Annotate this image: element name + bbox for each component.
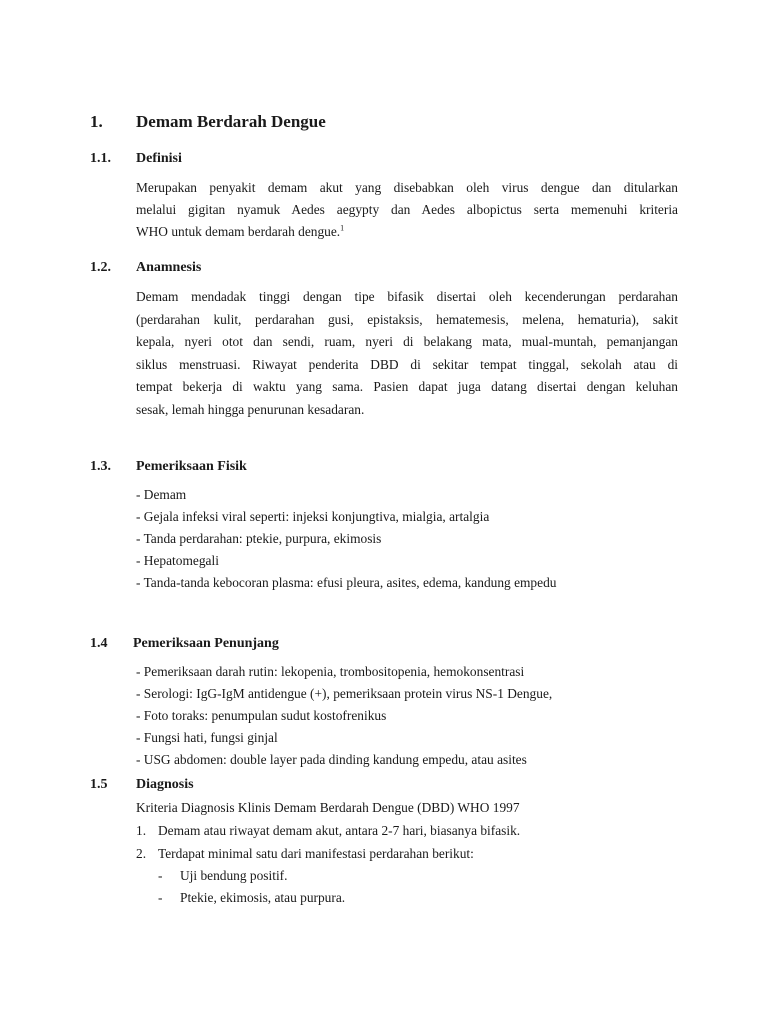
paragraph-line: (perdarahan kulit, perdarahan gusi, epistaksis, hematemesis, melena, hematuria), sakit [136, 311, 678, 327]
list-item: - Pemeriksaan darah rutin: lekopenia, trombositopenia, hemokonsentrasi [136, 664, 525, 679]
subsection-number: 1.2. [90, 260, 111, 275]
subsection-number: 1.5 [90, 777, 108, 792]
section-title: Demam Berdarah Dengue [136, 112, 326, 131]
subsection-number: 1.4 [90, 636, 108, 651]
paragraph-line: kepala, nyeri otot dan sendi, ruam, nyeri di belakang mata, mual-muntah, pemanjangan [136, 334, 678, 350]
sub-bullet-item: Ptekie, ekimosis, atau purpura. [180, 890, 346, 905]
paragraph-line: melalui gigitan nyamuk Aedes aegypty dan Aedes albopictus serta memenuhi kriteria [136, 202, 678, 217]
paragraph-line [136, 221, 678, 243]
sub-bullet-marker: - [158, 868, 163, 883]
diagnosis-intro: Kriteria Diagnosis Klinis Demam Berdarah Dengue (DBD) WHO 1997 [136, 800, 520, 815]
list-item: - Gejala infeksi viral seperti: injeksi konjungtiva, mialgia, artalgia [136, 509, 490, 524]
footnote-marker: 1 [340, 223, 345, 233]
numbered-item: Demam atau riwayat demam akut, antara 2-7 hari, biasanya bifasik. [158, 823, 521, 838]
subsection-number: 1.3. [90, 459, 111, 474]
sub-bullet-marker: - [158, 890, 163, 905]
numbered-item: Terdapat minimal satu dari manifestasi perdarahan berikut: [158, 846, 474, 861]
subsection-title: Pemeriksaan Fisik [136, 459, 247, 474]
numbered-marker: 2. [136, 846, 147, 861]
paragraph-line: tempat bekerja di waktu yang sama. Pasien dapat juga datang disertai dengan keluhan [136, 379, 678, 395]
subsection-title: Anamnesis [136, 260, 202, 275]
sub-bullet-item: Uji bendung positif. [180, 868, 288, 883]
numbered-marker: 1. [136, 823, 147, 838]
anamnesis-paragraph [136, 286, 678, 422]
paragraph-line: Demam mendadak tinggi dengan tipe bifasik disertai oleh kecenderungan perdarahan [136, 289, 678, 304]
subsection-title: Definisi [136, 151, 182, 166]
paragraph-line: siklus menstruasi. Riwayat penderita DBD di sekitar tempat tinggal, sekolah atau di [136, 356, 678, 372]
subsection-title: Pemeriksaan Penunjang [133, 636, 279, 651]
list-item: - Demam [136, 487, 187, 502]
paragraph-line: sesak, lemah hingga penurunan kesadaran. [136, 401, 365, 417]
list-item: - USG abdomen: double layer pada dinding kandung empedu, atau asites [136, 752, 527, 767]
list-item: - Foto toraks: penumpulan sudut kostofrenikus [136, 708, 387, 723]
subsection-number: 1.1. [90, 151, 111, 166]
list-item: - Fungsi hati, fungsi ginjal [136, 730, 278, 745]
supporting-exam-list [136, 661, 552, 771]
list-item: - Serologi: IgG-IgM antidengue (+), pemeriksaan protein virus NS-1 Dengue, [136, 686, 553, 701]
subsection-title: Diagnosis [136, 777, 194, 792]
section-number: 1. [90, 112, 103, 131]
list-item: - Tanda perdarahan: ptekie, purpura, ekimosis [136, 531, 382, 546]
list-item: - Hepatomegali [136, 553, 219, 568]
paragraph-line-text: WHO untuk demam berdarah dengue. [136, 224, 341, 239]
paragraph-line: Merupakan penyakit demam akut yang disebabkan oleh virus dengue dan ditularkan [136, 180, 678, 195]
definition-paragraph [136, 177, 678, 243]
list-item: - Tanda-tanda kebocoran plasma: efusi pleura, asites, edema, kandung empedu [136, 575, 557, 590]
physical-exam-list [136, 484, 556, 594]
